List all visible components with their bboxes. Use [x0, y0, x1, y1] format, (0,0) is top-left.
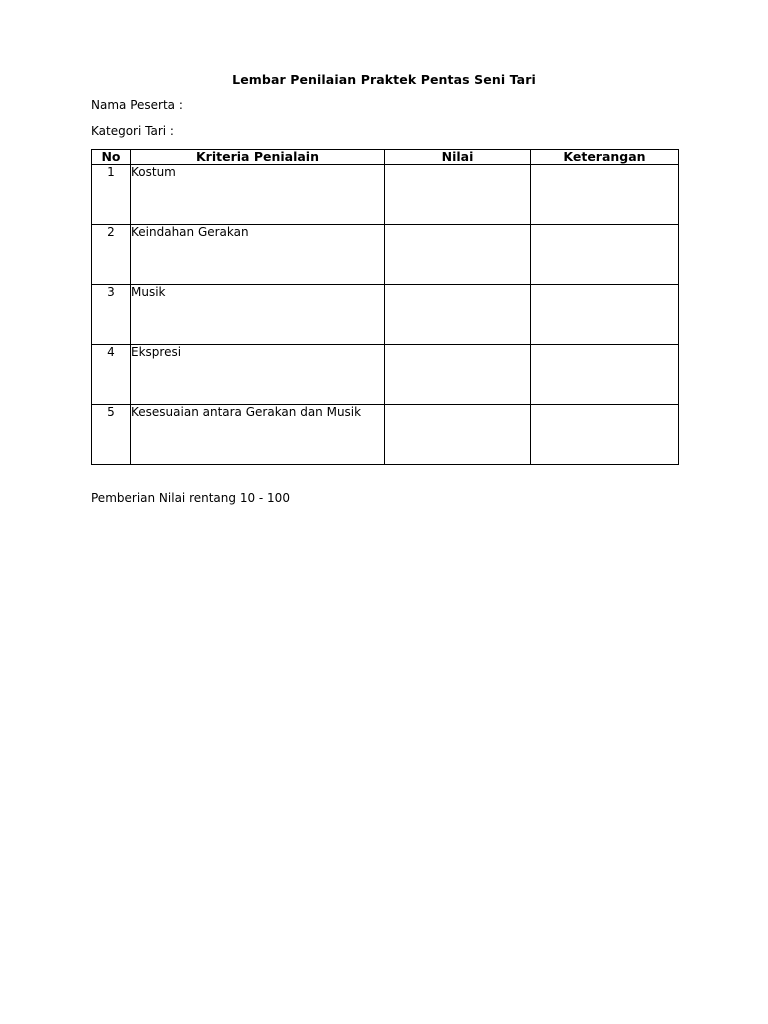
- row-number: 2: [92, 225, 131, 285]
- document-title: Lembar Penilaian Praktek Pentas Seni Tari: [232, 72, 536, 87]
- header-no: No: [92, 150, 131, 165]
- table-row: [92, 165, 679, 225]
- table-row: [92, 285, 679, 345]
- table-row: [92, 405, 679, 465]
- criteria-cell: Kesesuaian antara Gerakan dan Musik: [131, 405, 385, 465]
- keterangan-cell: [531, 345, 679, 405]
- keterangan-cell: [531, 405, 679, 465]
- criteria-cell: Kostum: [131, 165, 385, 225]
- nama-peserta-label: Nama Peserta :: [91, 98, 183, 112]
- criteria-cell: Keindahan Gerakan: [131, 225, 385, 285]
- header-kriteria: Kriteria Penialain: [131, 150, 385, 165]
- keterangan-cell: [531, 165, 679, 225]
- nilai-cell: [385, 405, 531, 465]
- row-number: 3: [92, 285, 131, 345]
- nilai-cell: [385, 165, 531, 225]
- table-header-row: [92, 150, 679, 165]
- keterangan-cell: [531, 285, 679, 345]
- assessment-table: [91, 149, 679, 465]
- header-keterangan: Keterangan: [531, 150, 679, 165]
- header-nilai: Nilai: [385, 150, 531, 165]
- keterangan-cell: [531, 225, 679, 285]
- criteria-cell: Musik: [131, 285, 385, 345]
- footer-note: Pemberian Nilai rentang 10 - 100: [91, 491, 290, 505]
- nilai-cell: [385, 345, 531, 405]
- criteria-cell: Ekspresi: [131, 345, 385, 405]
- kategori-tari-label: Kategori Tari :: [91, 124, 174, 138]
- nilai-cell: [385, 225, 531, 285]
- table-row: [92, 225, 679, 285]
- row-number: 5: [92, 405, 131, 465]
- table-row: [92, 345, 679, 405]
- row-number: 1: [92, 165, 131, 225]
- row-number: 4: [92, 345, 131, 405]
- nilai-cell: [385, 285, 531, 345]
